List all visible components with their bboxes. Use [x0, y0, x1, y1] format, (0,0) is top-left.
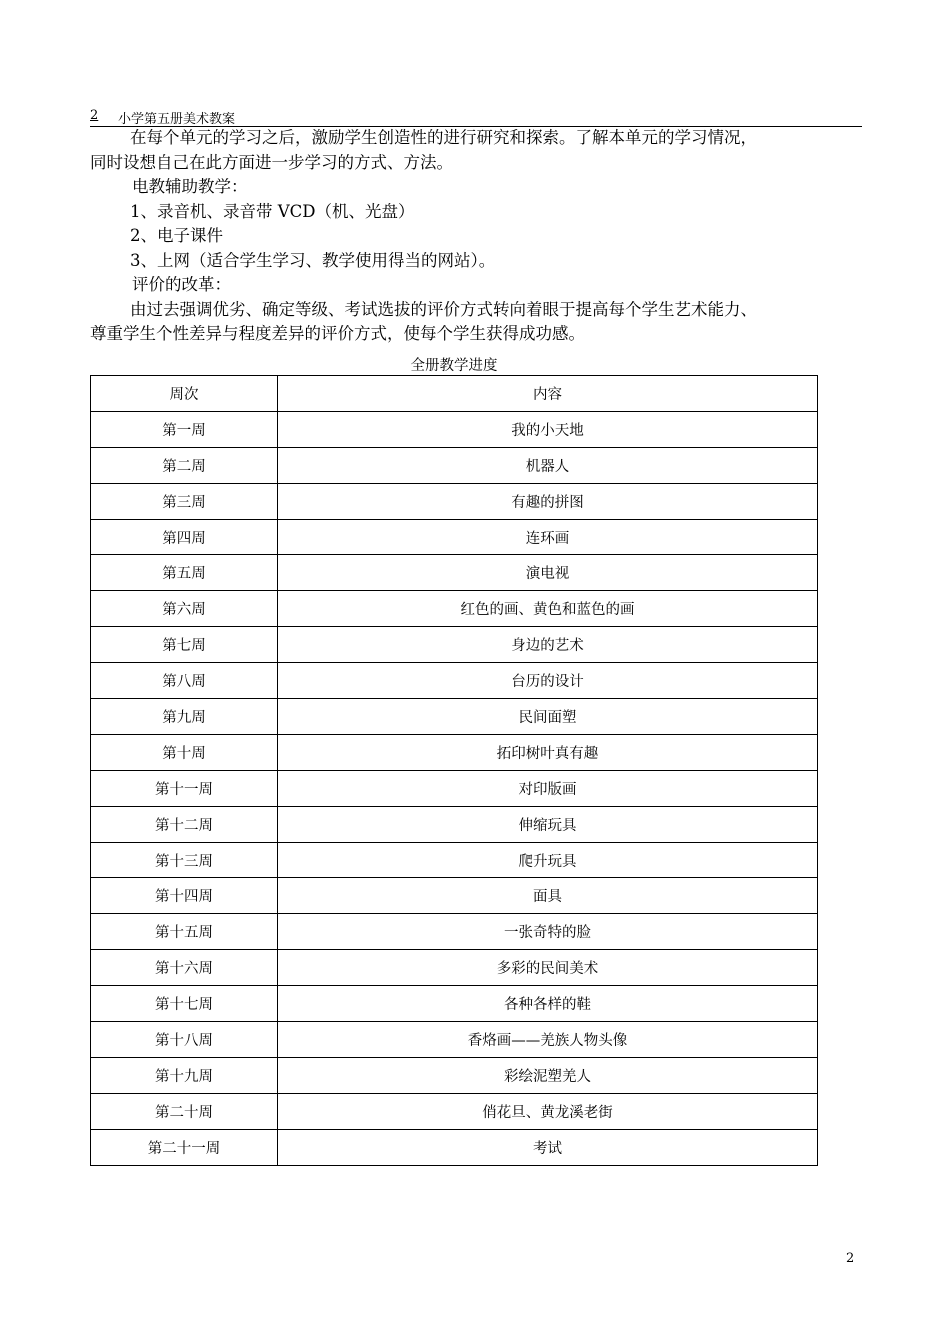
week-cell: 第十九周 — [91, 1057, 278, 1093]
week-cell: 第十五周 — [91, 914, 278, 950]
column-header-week: 周次 — [91, 376, 278, 412]
table-row — [91, 734, 818, 770]
content-cell: 俏花旦、黄龙溪老街 — [278, 1093, 818, 1129]
content-cell: 身边的艺术 — [278, 627, 818, 663]
content-cell: 连环画 — [278, 519, 818, 555]
table-row — [91, 411, 818, 447]
content-cell: 有趣的拼图 — [278, 483, 818, 519]
content-cell: 面具 — [278, 878, 818, 914]
week-cell: 第九周 — [91, 699, 278, 735]
paragraph: 由过去强调优劣、确定等级、考试选拔的评价方式转向着眼于提高每个学生艺术能力、 — [130, 299, 757, 319]
column-header-content: 内容 — [278, 376, 818, 412]
week-cell: 第七周 — [91, 627, 278, 663]
table-row — [91, 627, 818, 663]
week-cell: 第二十周 — [91, 1093, 278, 1129]
table-row — [91, 914, 818, 950]
table-row — [91, 591, 818, 627]
table-row — [91, 1129, 818, 1165]
content-cell: 伸缩玩具 — [278, 806, 818, 842]
list-item: 1、录音机、录音带 VCD（机、光盘） — [130, 201, 415, 221]
table-row — [91, 806, 818, 842]
table-row — [91, 555, 818, 591]
table-row — [91, 770, 818, 806]
list-item: 2、电子课件 — [130, 226, 223, 245]
header-page-number: 2 — [90, 108, 99, 123]
table-row — [91, 699, 818, 735]
content-cell: 爬升玩具 — [278, 842, 818, 878]
week-cell: 第十周 — [91, 734, 278, 770]
week-cell: 第十四周 — [91, 878, 278, 914]
week-cell: 第五周 — [91, 555, 278, 591]
week-cell: 第十二周 — [91, 806, 278, 842]
content-cell: 台历的设计 — [278, 663, 818, 699]
paragraph: 尊重学生个性差异与程度差异的评价方式，使每个学生获得成功感。 — [90, 324, 585, 343]
content-cell: 机器人 — [278, 447, 818, 483]
table-row — [91, 1057, 818, 1093]
table-row — [91, 986, 818, 1022]
content-cell: 民间面塑 — [278, 699, 818, 735]
paragraph: 电教辅助教学： — [132, 177, 248, 196]
paragraph: 在每个单元的学习之后，激励学生创造性的进行研究和探索。了解本单元的学习情况， — [130, 128, 757, 147]
table-title: 全册教学进度 — [410, 358, 498, 374]
table-row — [91, 842, 818, 878]
table-header-row — [91, 376, 818, 412]
header-title: 小学第五册美术教案 — [118, 112, 236, 127]
content-cell: 各种各样的鞋 — [278, 986, 818, 1022]
table-row — [91, 950, 818, 986]
week-cell: 第十一周 — [91, 770, 278, 806]
week-cell: 第八周 — [91, 663, 278, 699]
content-cell: 香烙画——羌族人物头像 — [278, 1022, 818, 1058]
page-header — [90, 106, 862, 127]
table-row — [91, 447, 818, 483]
table-row — [91, 483, 818, 519]
week-cell: 第二十一周 — [91, 1129, 278, 1165]
table-row — [91, 1093, 818, 1129]
footer-page-number: 2 — [846, 1251, 855, 1266]
table-row — [91, 878, 818, 914]
week-cell: 第一周 — [91, 411, 278, 447]
content-cell: 红色的画、黄色和蓝色的画 — [278, 591, 818, 627]
schedule-table — [90, 375, 818, 1166]
week-cell: 第二周 — [91, 447, 278, 483]
list-item: 3、上网（适合学生学习、教学使用得当的网站）。 — [130, 250, 496, 270]
content-cell: 一张奇特的脸 — [278, 914, 818, 950]
table-row — [91, 663, 818, 699]
table-row — [91, 519, 818, 555]
content-cell: 彩绘泥塑羌人 — [278, 1057, 818, 1093]
week-cell: 第十六周 — [91, 950, 278, 986]
week-cell: 第十八周 — [91, 1022, 278, 1058]
paragraph: 同时设想自己在此方面进一步学习的方式、方法。 — [90, 152, 453, 172]
week-cell: 第十七周 — [91, 986, 278, 1022]
body-text — [90, 126, 862, 347]
table-row — [91, 1022, 818, 1058]
content-cell: 对印版画 — [278, 770, 818, 806]
week-cell: 第十三周 — [91, 842, 278, 878]
content-cell: 考试 — [278, 1129, 818, 1165]
content-cell: 拓印树叶真有趣 — [278, 734, 818, 770]
content-cell: 演电视 — [278, 555, 818, 591]
content-cell: 我的小天地 — [278, 411, 818, 447]
week-cell: 第三周 — [91, 483, 278, 519]
content-cell: 多彩的民间美术 — [278, 950, 818, 986]
table-body — [91, 411, 818, 1165]
week-cell: 第四周 — [91, 519, 278, 555]
week-cell: 第六周 — [91, 591, 278, 627]
paragraph: 评价的改革： — [132, 275, 231, 294]
